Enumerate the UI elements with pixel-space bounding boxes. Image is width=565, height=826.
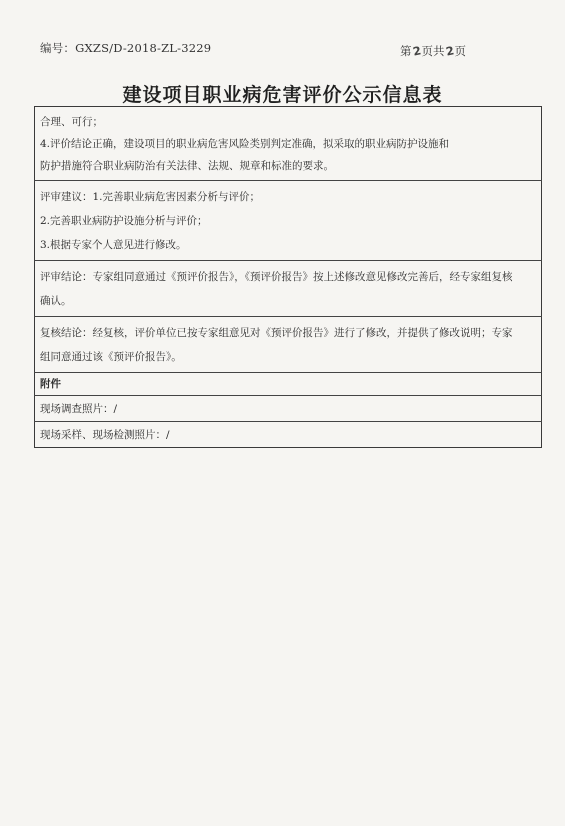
attachment-header-row [35,373,542,396]
review-conclusion-row [35,261,542,317]
recheck-conclusion-cell [35,317,542,373]
recheck-conclusion-line-1: 复核结论：经复核，评价单位已按专家组意见对《预评价报告》进行了修改，并提供了修改说明；专家 [40,327,513,339]
page-number [400,43,466,59]
page-prefix: 第 [400,44,412,58]
review-suggestion-1: 评审建议：1.完善职业病危害因素分析与评价； [40,191,261,203]
review-conclusion-line-2: 确认。 [40,295,72,307]
conclusion-cell [35,107,542,181]
sampling-row [35,422,542,448]
document-number: 编号：GXZS/D-2018-ZL-3229 [40,41,212,55]
site-survey-row [35,396,542,422]
sampling-photos: 现场采样、现场检测照片：/ [35,422,542,448]
page-suffix: 页 [454,44,467,58]
conclusion-line-1: 合理、可行； [40,116,103,128]
conclusion-line-2: 4.评价结论正确，建设项目的职业病危害风险类别判定准确，拟采取的职业病防护设施和 [40,138,450,150]
review-conclusion-cell [35,261,542,317]
review-suggestion-3: 3.根据专家个人意见进行修改。 [40,239,187,251]
recheck-conclusion-line-2: 组同意通过该《预评价报告》。 [40,351,182,363]
review-suggestions-cell [35,181,542,261]
conclusion-line-3: 防护措施符合职业病防治有关法律、法规、规章和标准的要求。 [40,160,334,172]
conclusion-row [35,107,542,181]
review-suggestion-2: 2.完善职业病防护设施分析与评价； [40,215,208,227]
page-current: 2 [411,43,422,59]
page-total: 2 [444,43,455,59]
page-title: 建设项目职业病危害评价公示信息表 [122,84,443,106]
site-survey-photos: 现场调查照片：/ [35,396,542,422]
info-table [34,106,542,448]
attachment-label: 附件 [35,373,542,396]
review-suggestions-row [35,181,542,261]
recheck-conclusion-row [35,317,542,373]
review-conclusion-line-1: 评审结论：专家组同意通过《预评价报告》，《预评价报告》按上述修改意见修改完善后，经专家组复核 [40,271,513,283]
page-middle: 页共 [421,44,445,58]
